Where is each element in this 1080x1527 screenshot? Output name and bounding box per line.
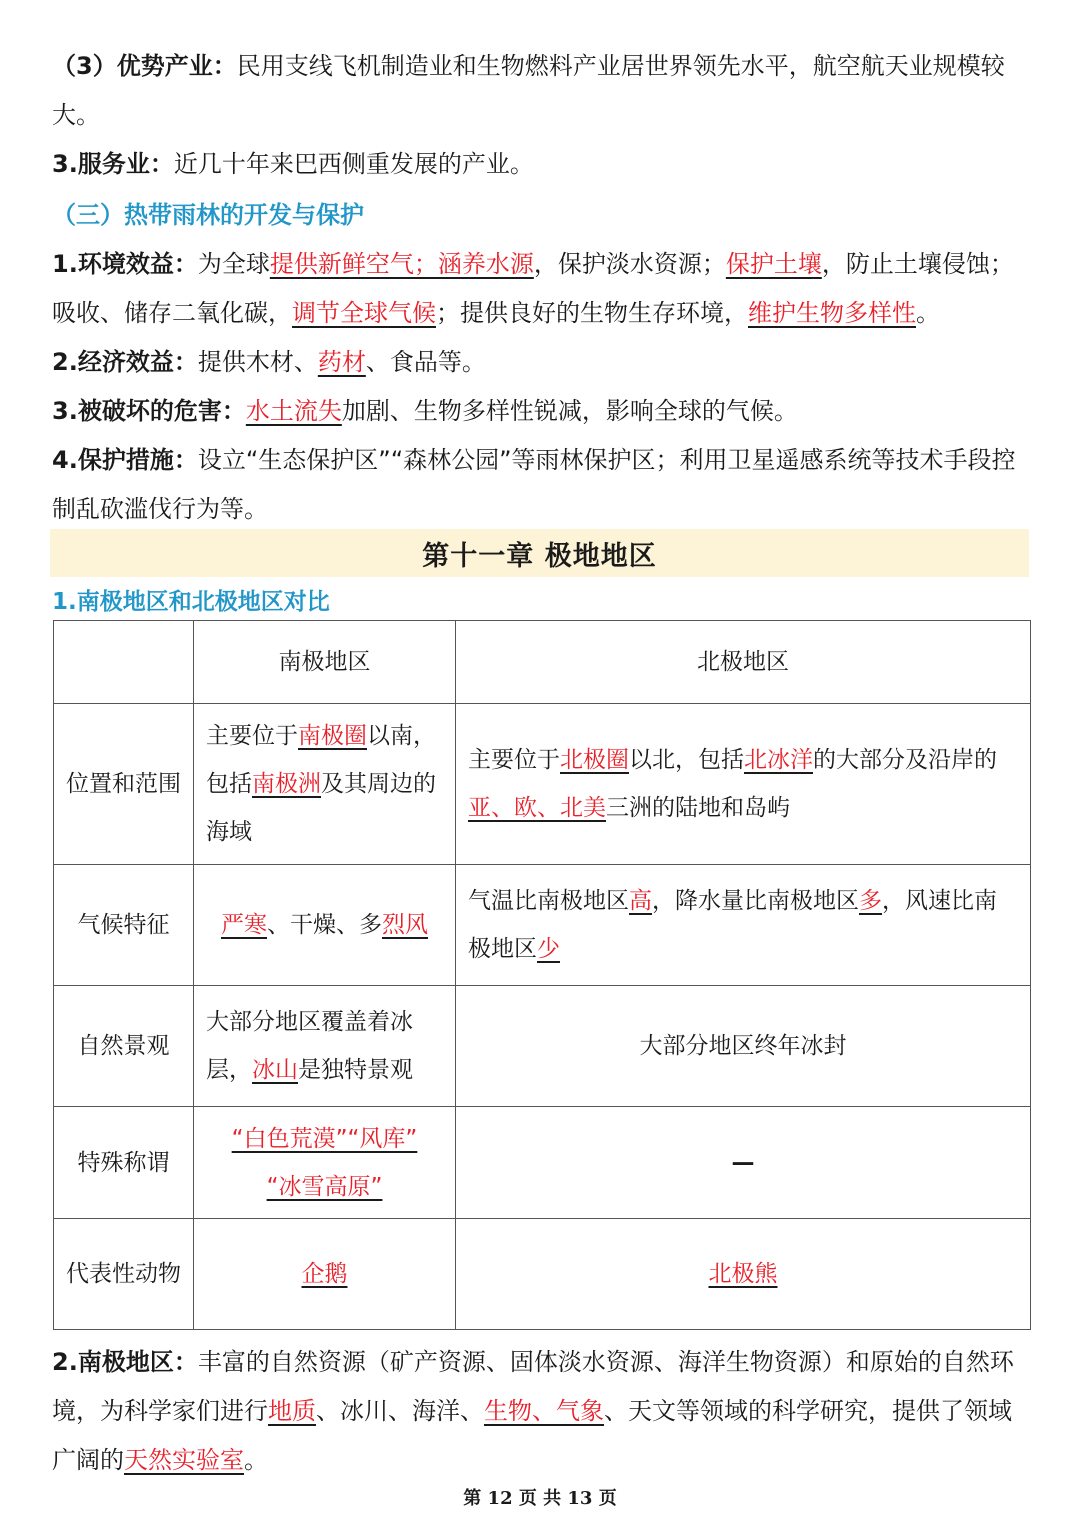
- comparison-heading: 1.南极地区和北极地区对比: [52, 589, 330, 615]
- location-south-text-2: 以南，包括: [206, 723, 436, 797]
- table-row-landscape: [54, 986, 1031, 1107]
- advantage-industry-paragraph: [52, 42, 1032, 140]
- landscape-south-text-2: 是独特景观: [298, 1057, 413, 1083]
- climate-north-text-3: ，风速比南极地区: [468, 888, 997, 962]
- landscape-label-cell: 自然景观: [54, 986, 194, 1107]
- landscape-south-cell: [194, 986, 456, 1107]
- animal-north-cell: [456, 1219, 1031, 1330]
- env-key-4: 维护生物多样性: [748, 299, 916, 327]
- location-north-text-1: 主要位于: [468, 747, 560, 773]
- climate-north-text-2: ，降水量比南极地区: [652, 888, 859, 914]
- antarctic-text-3: 、天文等领域的科学研究，提供了领域广阔的: [52, 1397, 1012, 1474]
- location-south-key-1: 南极圈: [298, 723, 367, 749]
- harm-text-1: 加剧、生物多样性锐减，影响全球的气候。: [341, 397, 798, 425]
- antarctic-paragraph: [52, 1338, 1032, 1485]
- services-text: 近几十年来巴西侧重发展的产业。: [173, 150, 534, 178]
- animal-south-key-1: 企鹅: [301, 1261, 348, 1287]
- chapter-banner: [50, 529, 1029, 577]
- nickname-south-key-1: “白色荒漠”“风库”: [231, 1125, 418, 1152]
- antarctic-key-3: 天然实验室: [124, 1446, 244, 1474]
- climate-north-key-3: 少: [537, 936, 560, 962]
- climate-label-cell: 气候特征: [54, 865, 194, 986]
- location-north-key-2: 北冰洋: [744, 747, 813, 773]
- climate-south-key-1: 严寒: [221, 912, 267, 938]
- header-north-cell: 北极地区: [456, 621, 1031, 704]
- table-row-animal: [54, 1219, 1031, 1330]
- eco-text-2: 、食品等。: [365, 348, 486, 376]
- eco-benefit-paragraph: [52, 338, 1032, 387]
- location-north-key-1: 北极圈: [560, 747, 629, 773]
- env-text-5: 。: [916, 299, 940, 327]
- location-south-text-1: 主要位于: [206, 723, 298, 749]
- landscape-south-text-1: 大部分地区覆盖着冰层，: [206, 1009, 413, 1083]
- header-blank-cell: [54, 621, 194, 704]
- antarctic-label: 2.南极地区：: [52, 1348, 198, 1376]
- table-row-nickname: [54, 1107, 1031, 1219]
- table-row-location: [54, 704, 1031, 865]
- env-key-1: 提供新鲜空气；涵养水源: [269, 250, 534, 278]
- advantage-industry-label: （3）优势产业：: [52, 52, 237, 80]
- location-north-key-3: 亚、欧、北美: [468, 795, 606, 821]
- location-north-text-2: 以北，包括: [629, 747, 744, 773]
- climate-south-text-1: 、干燥、多: [267, 912, 382, 938]
- table-row-header: [54, 621, 1031, 704]
- climate-north-key-1: 高: [629, 888, 652, 914]
- harm-key-1: 水土流失: [245, 397, 342, 425]
- env-text-4: ；提供良好的生物生存环境，: [436, 299, 748, 327]
- landscape-north-cell: 大部分地区终年冰封: [456, 986, 1031, 1107]
- nickname-south-key-2: “冰雪高原”: [266, 1173, 383, 1200]
- env-benefit-label: 1.环境效益：: [52, 250, 198, 278]
- location-south-cell: [194, 704, 456, 865]
- env-key-3: 调节全球气候: [292, 299, 436, 327]
- location-south-text-3: 及其周边的海域: [206, 771, 436, 845]
- nickname-south-cell: [194, 1107, 456, 1219]
- advantage-industry-text: 民用支线飞机制造业和生物燃料产业居世界领先水平，航空航天业规模较大。: [52, 52, 1005, 129]
- services-label: 3.服务业：: [52, 150, 174, 178]
- location-north-text-4: 三洲的陆地和岛屿: [606, 795, 790, 821]
- location-north-text-3: 的大部分及沿岸的: [813, 747, 997, 773]
- location-north-cell: [456, 704, 1031, 865]
- env-benefit-paragraph: [52, 240, 1032, 338]
- location-south-key-2: 南极洲: [252, 771, 321, 797]
- table-row-climate: [54, 865, 1031, 986]
- nickname-label-cell: 特殊称谓: [54, 1107, 194, 1219]
- location-label-cell: 位置和范围: [54, 704, 194, 865]
- landscape-south-key-1: 冰山: [252, 1057, 298, 1083]
- polar-comparison-table: [53, 620, 1031, 1330]
- nickname-north-cell: —: [456, 1107, 1031, 1219]
- protection-text: 设立“生态保护区”“森林公园”等雨林保护区；利用卫星遥感系统等技术手段控制乱砍滥伐行为等。: [52, 446, 1016, 523]
- chapter-title: 第十一章 极地地区: [422, 540, 657, 572]
- animal-south-cell: [194, 1219, 456, 1330]
- climate-south-cell: [194, 865, 456, 986]
- protection-paragraph: [52, 436, 1032, 534]
- env-key-2: 保护土壤: [725, 250, 822, 278]
- harm-label: 3.被破坏的危害：: [52, 397, 246, 425]
- eco-benefit-label: 2.经济效益：: [52, 348, 198, 376]
- animal-north-key-1: 北极熊: [708, 1261, 778, 1287]
- header-south-cell: 南极地区: [194, 621, 456, 704]
- eco-text-1: 提供木材、: [197, 348, 318, 376]
- antarctic-key-1: 地质: [268, 1397, 316, 1425]
- harm-paragraph: [52, 387, 1032, 436]
- climate-north-cell: [456, 865, 1031, 986]
- animal-label-cell: 代表性动物: [54, 1219, 194, 1330]
- page-footer: 第 12 页 共 13 页: [463, 1488, 617, 1509]
- climate-south-key-2: 烈风: [382, 912, 428, 938]
- env-text-2: ，保护淡水资源；: [533, 250, 726, 278]
- antarctic-text-4: 。: [244, 1446, 268, 1474]
- env-text-3: ，防止土壤侵蚀；吸收、储存二氧化碳，: [52, 250, 1014, 327]
- rainforest-heading: （三）热带雨林的开发与保护: [52, 201, 364, 229]
- antarctic-key-2: 生物、气象: [484, 1397, 604, 1425]
- services-paragraph: [52, 140, 1032, 189]
- climate-north-key-2: 多: [859, 888, 882, 914]
- antarctic-text-2: 、冰川、海洋、: [316, 1397, 484, 1425]
- eco-key-1: 药材: [317, 348, 366, 376]
- protection-label: 4.保护措施：: [52, 446, 198, 474]
- env-text-1: 为全球: [197, 250, 270, 278]
- climate-north-text-1: 气温比南极地区: [468, 888, 629, 914]
- antarctic-text-1: 丰富的自然资源（矿产资源、固体淡水资源、海洋生物资源）和原始的自然环境，为科学家们进行: [52, 1348, 1014, 1425]
